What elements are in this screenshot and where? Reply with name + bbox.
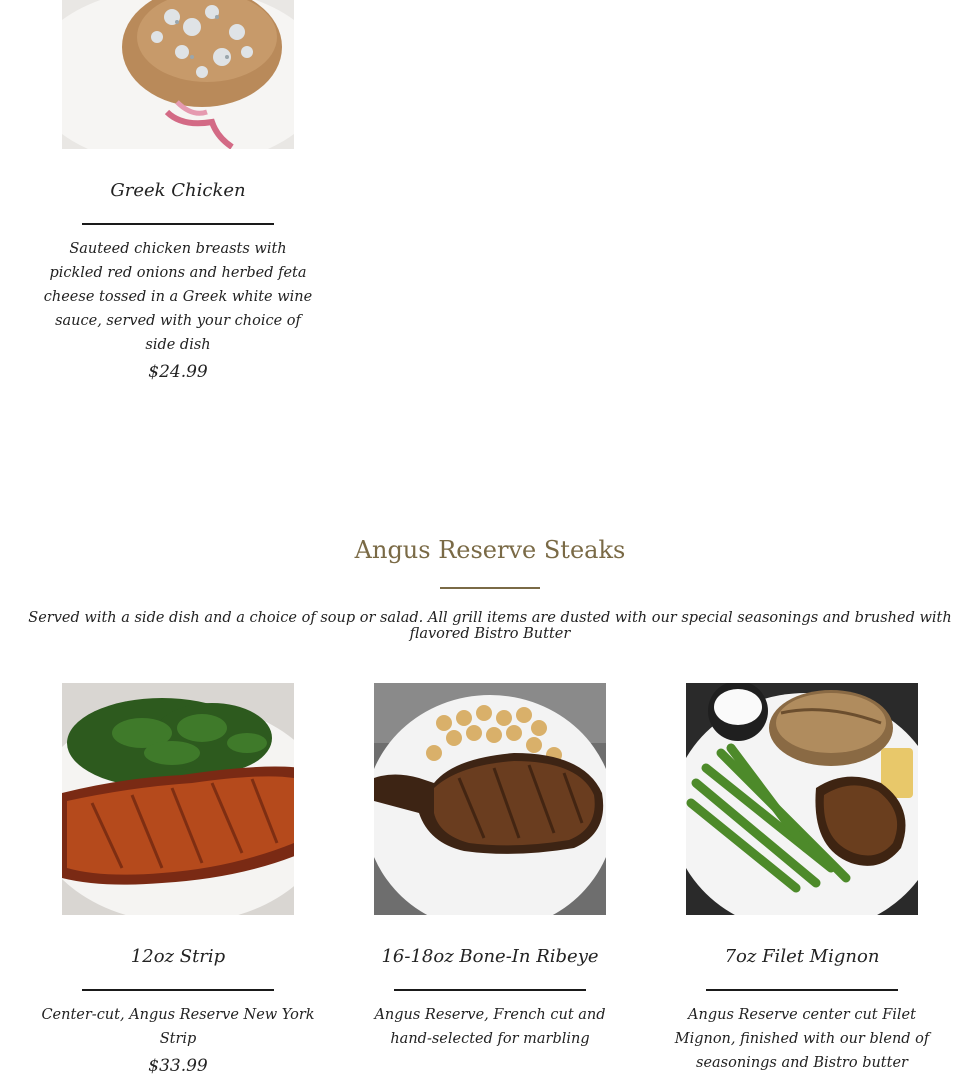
filet-mignon-photo (686, 683, 918, 915)
ribeye-description: Angus Reserve, French cut and hand-selected for marbling (374, 1007, 606, 1047)
ribeye-photo (374, 683, 606, 915)
greek-chicken-price: $24.99 (148, 362, 208, 382)
filet-mignon-divider (706, 989, 898, 991)
greek-chicken-description: Sauteed chicken breasts with pickled red onions and herbed feta cheese tossed in a Greek white wine sauce, served with your choice of side dish (43, 241, 313, 353)
strip-price: $33.99 (148, 1056, 208, 1076)
ribeye-divider (394, 989, 586, 991)
strip-description: Center-cut, Angus Reserve New York Strip (41, 1007, 315, 1047)
section-title: Angus Reserve Steaks (354, 536, 626, 564)
strip-title: 12oz Strip (130, 946, 226, 967)
greek-chicken-photo (62, 0, 294, 149)
filet-mignon-description: Angus Reserve center cut Filet Mignon, finished with our blend of seasonings and Bistro butter (674, 1007, 930, 1071)
section-divider (440, 587, 540, 589)
greek-chicken-title: Greek Chicken (110, 180, 246, 201)
filet-mignon-title: 7oz Filet Mignon (724, 946, 880, 967)
strip-divider (82, 989, 274, 991)
greek-chicken-divider (82, 223, 274, 225)
strip-steak-photo (62, 683, 294, 915)
section-subtitle: Served with a side dish and a choice of soup or salad. All grill items are dusted with our special seasonings and brushed with flavored Bistro Butter (28, 610, 952, 642)
ribeye-title: 16-18oz Bone-In Ribeye (381, 946, 599, 967)
